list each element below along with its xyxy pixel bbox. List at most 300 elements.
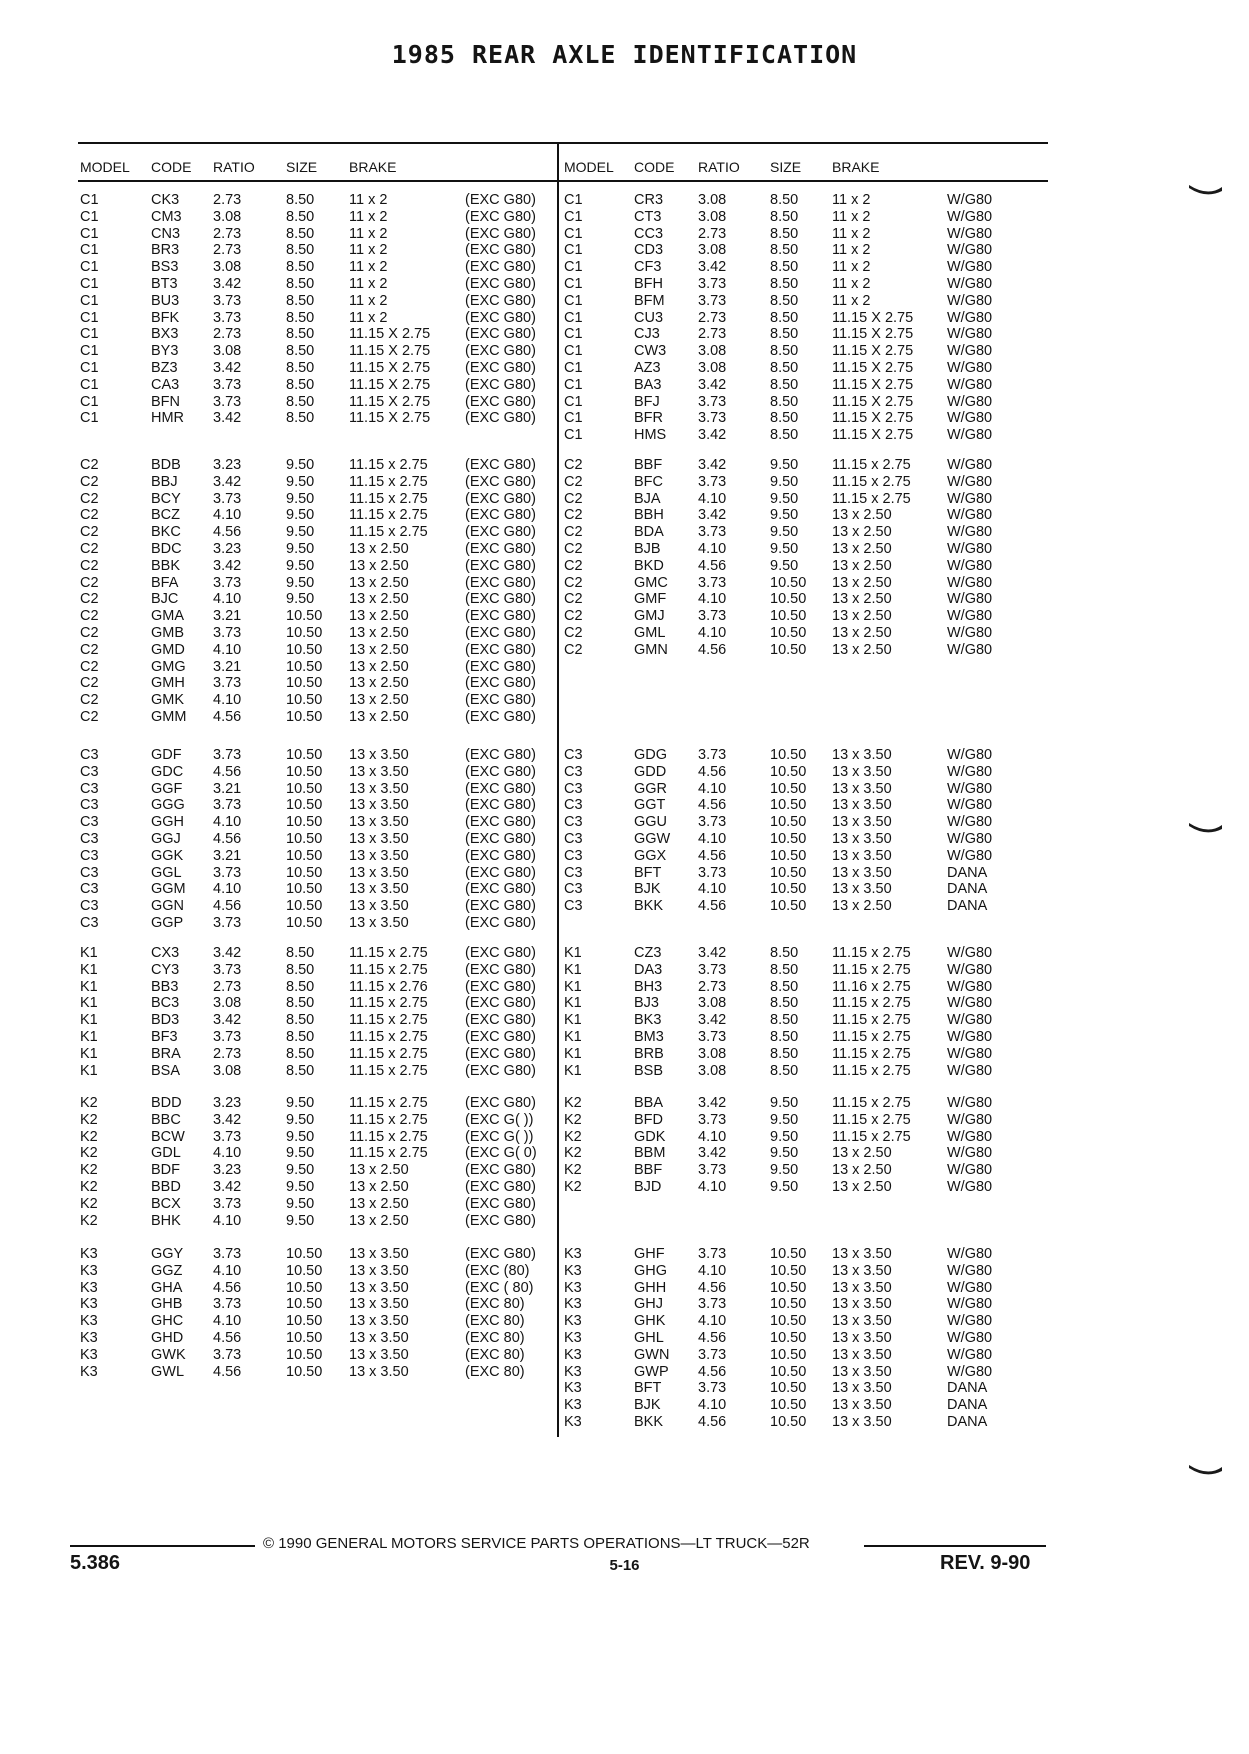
right-row-size: 10.50 — [770, 1296, 807, 1313]
left-row-model: K1 — [80, 1012, 98, 1029]
right-row-brake: 13 x 3.50 — [832, 1380, 892, 1397]
right-row-code: GHJ — [634, 1296, 663, 1313]
right-row-brake: 11.15 x 2.75 — [832, 457, 911, 473]
left-row-model: C2 — [80, 574, 99, 591]
left-row-brake-note: (EXC G80) — [465, 945, 536, 961]
right-row-code: GGR — [634, 780, 668, 797]
header-model-right: MODEL — [564, 159, 614, 175]
left-row-code: BD3 — [151, 1012, 180, 1029]
right-row-model: C3 — [564, 797, 583, 814]
right-row-model: C3 — [564, 847, 583, 864]
right-row-size: 10.50 — [770, 591, 807, 608]
right-row-code: GGT — [634, 797, 666, 814]
left-row-code: GWK — [151, 1346, 186, 1363]
right-row-code: DA3 — [634, 961, 663, 978]
right-row-code: CR3 — [634, 192, 664, 208]
left-row-model: K2 — [80, 1128, 98, 1145]
right-row-size: 8.50 — [770, 292, 799, 309]
right-row-model: C1 — [564, 343, 583, 360]
left-row-code: GWL — [151, 1363, 185, 1380]
left-row-code: BCX — [151, 1195, 181, 1212]
right-row-model: C2 — [564, 490, 583, 507]
left-row-brake: 13 x 3.50 — [349, 1330, 409, 1346]
left-row-ratio: 3.42 — [213, 1111, 242, 1128]
right-row-brake-note: W/G80 — [947, 427, 993, 444]
left-row-brake: 11.15 x 2.75 — [349, 1045, 428, 1062]
header-model-left: MODEL — [80, 159, 130, 175]
right-row-size: 10.50 — [770, 1414, 807, 1430]
left-row-model: K3 — [80, 1346, 98, 1363]
right-row-model: K3 — [564, 1380, 582, 1397]
left-row-ratio: 3.73 — [213, 309, 242, 326]
left-row-size: 8.50 — [286, 276, 315, 292]
right-row-model: C3 — [564, 780, 583, 797]
right-row-code: GDD — [634, 763, 667, 780]
left-row-brake: 11.15 x 2.75 — [349, 961, 428, 978]
left-row-code: BY3 — [151, 343, 179, 360]
left-row-brake: 11.15 x 2.75 — [349, 524, 428, 541]
right-row-brake-note: W/G80 — [947, 309, 993, 326]
left-row-ratio: 4.56 — [213, 898, 242, 915]
right-row-code: BJK — [634, 1397, 661, 1414]
left-row-model: C1 — [80, 360, 99, 376]
right-row-code: AZ3 — [634, 360, 661, 376]
right-row-code: BFC — [634, 473, 663, 490]
left-row-size: 10.50 — [286, 709, 323, 725]
right-row-size: 10.50 — [770, 847, 807, 864]
left-row-brake-note: (EXC 80) — [465, 1296, 525, 1313]
right-row-brake: 13 x 2.50 — [832, 898, 892, 915]
right-row-model: C3 — [564, 881, 583, 898]
right-row-size: 10.50 — [770, 1279, 807, 1296]
right-row-model: K1 — [564, 945, 582, 961]
left-row-ratio: 3.42 — [213, 473, 242, 490]
left-row-brake-note: (EXC G80) — [465, 1162, 536, 1179]
left-row-size: 8.50 — [286, 410, 315, 427]
right-row-code: HMS — [634, 427, 667, 444]
right-row-size: 9.50 — [770, 541, 799, 557]
right-row-brake: 13 x 2.50 — [832, 557, 892, 574]
right-row-ratio: 3.73 — [698, 1111, 727, 1128]
left-row-brake: 11.15 X 2.75 — [349, 360, 431, 376]
left-row-model: K1 — [80, 1045, 98, 1062]
left-row-ratio: 4.56 — [213, 763, 242, 780]
right-row-brake-note: W/G80 — [947, 1279, 993, 1296]
right-row-size: 9.50 — [770, 557, 799, 574]
right-row-code: BJD — [634, 1179, 662, 1195]
left-row-code: GGH — [151, 814, 185, 831]
left-row-brake: 13 x 3.50 — [349, 1262, 409, 1279]
right-row-brake: 13 x 3.50 — [832, 831, 892, 847]
left-row-model: K3 — [80, 1313, 98, 1330]
footer-rule-left — [70, 1545, 255, 1547]
left-row-size: 10.50 — [286, 1296, 323, 1313]
right-row-ratio: 4.56 — [698, 797, 727, 814]
right-row-model: C1 — [564, 259, 583, 276]
right-row-ratio: 4.56 — [698, 763, 727, 780]
left-row-brake: 13 x 3.50 — [349, 1246, 409, 1262]
right-row-model: C2 — [564, 574, 583, 591]
right-row-brake-note: W/G80 — [947, 541, 993, 557]
right-row-size: 10.50 — [770, 1262, 807, 1279]
right-row-code: BFD — [634, 1111, 663, 1128]
right-row-brake-note: W/G80 — [947, 1128, 993, 1145]
right-row-ratio: 3.73 — [698, 608, 727, 625]
left-row-brake: 13 x 2.50 — [349, 1195, 409, 1212]
left-row-model: K3 — [80, 1330, 98, 1346]
right-row-code: CW3 — [634, 343, 667, 360]
left-row-brake-note: (EXC G80) — [465, 490, 536, 507]
right-row-brake: 13 x 3.50 — [832, 1363, 892, 1380]
right-row-ratio: 4.56 — [698, 1330, 727, 1346]
right-row-size: 8.50 — [770, 309, 799, 326]
right-row-ratio: 3.73 — [698, 410, 727, 427]
right-row-model: K3 — [564, 1363, 582, 1380]
right-row-ratio: 4.10 — [698, 490, 727, 507]
right-row-model: K3 — [564, 1313, 582, 1330]
left-row-code: BR3 — [151, 242, 180, 259]
left-row-code: BBC — [151, 1111, 181, 1128]
right-row-model: K3 — [564, 1330, 582, 1346]
left-row-brake-note: (EXC G80) — [465, 557, 536, 574]
left-row-brake: 11.15 x 2.75 — [349, 995, 428, 1012]
left-row-size: 10.50 — [286, 675, 323, 692]
right-row-model: K3 — [564, 1414, 582, 1430]
left-row-code: BDC — [151, 541, 182, 557]
right-row-size: 8.50 — [770, 259, 799, 276]
footer-revision: REV. 9-90 — [940, 1552, 1031, 1574]
left-row-brake: 11.15 x 2.75 — [349, 507, 428, 524]
left-row-size: 8.50 — [286, 326, 315, 343]
right-row-brake: 11.15 X 2.75 — [832, 343, 914, 360]
right-row-brake: 13 x 3.50 — [832, 1313, 892, 1330]
right-row-ratio: 3.73 — [698, 292, 727, 309]
right-row-brake: 13 x 3.50 — [832, 1346, 892, 1363]
right-row-size: 8.50 — [770, 225, 799, 242]
left-row-brake: 11.15 x 2.75 — [349, 457, 428, 473]
right-row-brake-note: W/G80 — [947, 225, 993, 242]
left-row-size: 8.50 — [286, 978, 315, 995]
left-row-size: 10.50 — [286, 864, 323, 881]
left-row-brake-note: (EXC G80) — [465, 1212, 536, 1229]
left-row-code: GMG — [151, 658, 186, 675]
left-row-brake-note: (EXC G80) — [465, 692, 536, 709]
right-row-brake: 11.16 x 2.75 — [832, 978, 911, 995]
right-row-brake: 13 x 3.50 — [832, 881, 892, 898]
right-row-code: BBH — [634, 507, 664, 524]
left-row-brake: 11.15 x 2.75 — [349, 1145, 428, 1162]
left-row-brake: 11.15 x 2.76 — [349, 978, 428, 995]
left-row-size: 10.50 — [286, 1363, 323, 1380]
left-row-brake-note: (EXC G80) — [465, 457, 536, 473]
right-row-brake-note: W/G80 — [947, 1313, 993, 1330]
right-row-brake-note: W/G80 — [947, 978, 993, 995]
right-row-size: 8.50 — [770, 1029, 799, 1045]
left-row-size: 8.50 — [286, 192, 315, 208]
left-row-ratio: 3.42 — [213, 276, 242, 292]
right-row-code: GGW — [634, 831, 671, 847]
left-row-size: 9.50 — [286, 1162, 315, 1179]
left-row-model: K1 — [80, 961, 98, 978]
left-row-ratio: 4.56 — [213, 1363, 242, 1380]
left-row-model: K1 — [80, 945, 98, 961]
left-row-brake-note: (EXC 80) — [465, 1363, 525, 1380]
left-row-model: C2 — [80, 692, 99, 709]
left-row-code: CY3 — [151, 961, 180, 978]
left-row-model: K1 — [80, 1062, 98, 1079]
right-row-brake: 11 x 2 — [832, 225, 871, 242]
right-row-brake-note: DANA — [947, 898, 988, 915]
left-row-brake: 13 x 3.50 — [349, 831, 409, 847]
right-row-size: 8.50 — [770, 276, 799, 292]
right-row-model: K1 — [564, 961, 582, 978]
left-row-size: 9.50 — [286, 1111, 315, 1128]
right-row-size: 10.50 — [770, 814, 807, 831]
right-row-ratio: 4.10 — [698, 1397, 727, 1414]
left-row-ratio: 2.73 — [213, 326, 242, 343]
right-row-size: 8.50 — [770, 360, 799, 376]
left-row-brake-note: (EXC G( )) — [465, 1111, 534, 1128]
right-row-ratio: 3.42 — [698, 457, 727, 473]
right-row-code: GGX — [634, 847, 667, 864]
left-row-brake: 13 x 2.50 — [349, 1179, 409, 1195]
right-row-brake: 13 x 3.50 — [832, 1330, 892, 1346]
header-brake-right: BRAKE — [832, 159, 880, 175]
left-row-brake: 13 x 3.50 — [349, 747, 409, 763]
right-row-model: C3 — [564, 898, 583, 915]
right-row-brake-note: W/G80 — [947, 797, 993, 814]
right-row-brake-note: W/G80 — [947, 192, 993, 208]
left-row-brake-note: (EXC G80) — [465, 797, 536, 814]
right-row-brake: 13 x 2.50 — [832, 608, 892, 625]
right-row-ratio: 4.56 — [698, 557, 727, 574]
footer-rule-right — [864, 1545, 1046, 1547]
right-row-code: GHG — [634, 1262, 668, 1279]
left-row-brake: 13 x 3.50 — [349, 763, 409, 780]
right-row-ratio: 4.10 — [698, 1313, 727, 1330]
left-row-ratio: 3.73 — [213, 915, 242, 931]
right-row-size: 10.50 — [770, 1346, 807, 1363]
right-row-size: 9.50 — [770, 473, 799, 490]
right-row-model: C3 — [564, 814, 583, 831]
right-row-brake-note: W/G80 — [947, 945, 993, 961]
left-row-code: BB3 — [151, 978, 179, 995]
left-row-size: 8.50 — [286, 360, 315, 376]
right-row-code: CD3 — [634, 242, 664, 259]
right-row-ratio: 4.56 — [698, 1279, 727, 1296]
right-row-model: C2 — [564, 541, 583, 557]
right-row-brake: 13 x 3.50 — [832, 1414, 892, 1430]
left-row-ratio: 3.73 — [213, 675, 242, 692]
binder-hole-mark-bottom — [1188, 1463, 1224, 1477]
right-row-model: K1 — [564, 1029, 582, 1045]
right-row-size: 9.50 — [770, 1145, 799, 1162]
left-row-model: K2 — [80, 1179, 98, 1195]
left-row-brake: 13 x 3.50 — [349, 847, 409, 864]
right-row-brake-note: W/G80 — [947, 1179, 993, 1195]
right-row-brake-note: W/G80 — [947, 1111, 993, 1128]
left-row-code: BF3 — [151, 1029, 178, 1045]
left-row-code: BJC — [151, 591, 179, 608]
left-row-size: 8.50 — [286, 242, 315, 259]
left-row-brake-note: (EXC G80) — [465, 641, 536, 658]
left-row-brake-note: (EXC G80) — [465, 309, 536, 326]
left-row-size: 8.50 — [286, 376, 315, 393]
right-row-code: BFM — [634, 292, 665, 309]
left-row-code: BDD — [151, 1095, 182, 1111]
right-row-size: 8.50 — [770, 192, 799, 208]
right-row-ratio: 4.10 — [698, 1179, 727, 1195]
right-row-model: C1 — [564, 393, 583, 410]
header-size-right: SIZE — [770, 159, 802, 175]
left-row-model: K1 — [80, 978, 98, 995]
table-center-divider — [557, 144, 559, 1437]
left-row-brake: 13 x 2.50 — [349, 692, 409, 709]
right-row-brake-note: W/G80 — [947, 208, 993, 225]
left-row-brake-note: (EXC G80) — [465, 675, 536, 692]
left-row-model: C1 — [80, 326, 99, 343]
left-row-model: C1 — [80, 192, 99, 208]
left-row-size: 8.50 — [286, 343, 315, 360]
right-row-code: GDK — [634, 1128, 666, 1145]
left-row-brake-note: (EXC G80) — [465, 473, 536, 490]
right-row-size: 10.50 — [770, 1397, 807, 1414]
right-row-brake-note: W/G80 — [947, 360, 993, 376]
right-row-size: 8.50 — [770, 410, 799, 427]
right-row-ratio: 4.56 — [698, 1414, 727, 1430]
left-row-model: C2 — [80, 507, 99, 524]
right-row-size: 10.50 — [770, 747, 807, 763]
left-row-brake-note: (EXC (80) — [465, 1262, 530, 1279]
left-row-ratio: 3.21 — [213, 608, 242, 625]
right-row-brake: 11 x 2 — [832, 259, 871, 276]
left-row-brake: 13 x 3.50 — [349, 1296, 409, 1313]
left-row-brake: 13 x 2.50 — [349, 641, 409, 658]
right-row-code: BFT — [634, 864, 662, 881]
left-row-model: C1 — [80, 225, 99, 242]
left-row-brake-note: (EXC G( 0) — [465, 1145, 537, 1162]
left-row-model: C1 — [80, 309, 99, 326]
right-row-model: K2 — [564, 1179, 582, 1195]
right-row-brake: 13 x 3.50 — [832, 797, 892, 814]
left-row-model: K3 — [80, 1246, 98, 1262]
right-row-brake-note: DANA — [947, 1380, 988, 1397]
left-row-size: 10.50 — [286, 608, 323, 625]
left-row-size: 9.50 — [286, 507, 315, 524]
left-row-code: GGF — [151, 780, 183, 797]
left-row-size: 9.50 — [286, 1195, 315, 1212]
right-row-code: CZ3 — [634, 945, 662, 961]
left-row-size: 9.50 — [286, 490, 315, 507]
right-row-brake: 13 x 3.50 — [832, 1296, 892, 1313]
right-row-model: K2 — [564, 1095, 582, 1111]
right-row-size: 9.50 — [770, 1128, 799, 1145]
right-row-brake-note: W/G80 — [947, 1029, 993, 1045]
right-row-brake: 11.15 X 2.75 — [832, 376, 914, 393]
right-row-size: 8.50 — [770, 393, 799, 410]
left-row-ratio: 4.10 — [213, 641, 242, 658]
left-row-ratio: 3.73 — [213, 1246, 242, 1262]
right-row-model: C2 — [564, 524, 583, 541]
left-row-model: K1 — [80, 995, 98, 1012]
right-row-model: K2 — [564, 1145, 582, 1162]
right-row-code: BBA — [634, 1095, 664, 1111]
right-row-brake: 13 x 2.50 — [832, 1162, 892, 1179]
left-row-size: 10.50 — [286, 915, 323, 931]
right-row-brake-note: W/G80 — [947, 1162, 993, 1179]
left-row-brake-note: (EXC G80) — [465, 961, 536, 978]
right-row-brake: 13 x 2.50 — [832, 507, 892, 524]
right-row-ratio: 4.56 — [698, 898, 727, 915]
right-row-ratio: 3.73 — [698, 961, 727, 978]
left-row-code: CA3 — [151, 376, 180, 393]
right-row-brake-note: W/G80 — [947, 242, 993, 259]
left-row-brake: 13 x 2.50 — [349, 1162, 409, 1179]
header-ratio-right: RATIO — [698, 159, 740, 175]
left-row-model: C2 — [80, 473, 99, 490]
right-row-model: K1 — [564, 1062, 582, 1079]
right-row-brake: 13 x 3.50 — [832, 780, 892, 797]
right-row-ratio: 4.10 — [698, 1128, 727, 1145]
left-row-brake: 11 x 2 — [349, 259, 388, 276]
right-row-model: K3 — [564, 1279, 582, 1296]
right-row-ratio: 3.42 — [698, 507, 727, 524]
left-row-ratio: 3.42 — [213, 1012, 242, 1029]
right-row-brake: 11.15 x 2.75 — [832, 1095, 911, 1111]
left-row-model: K2 — [80, 1162, 98, 1179]
right-row-brake-note: W/G80 — [947, 814, 993, 831]
right-row-ratio: 4.10 — [698, 1262, 727, 1279]
left-row-model: C1 — [80, 410, 99, 427]
right-row-brake: 11 x 2 — [832, 242, 871, 259]
left-row-brake-note: (EXC G80) — [465, 276, 536, 292]
right-row-code: GHK — [634, 1313, 666, 1330]
right-row-brake: 13 x 2.50 — [832, 1145, 892, 1162]
left-row-brake: 13 x 3.50 — [349, 1346, 409, 1363]
right-row-brake: 11.15 x 2.75 — [832, 1045, 911, 1062]
left-row-code: BU3 — [151, 292, 180, 309]
left-row-ratio: 2.73 — [213, 192, 242, 208]
left-row-ratio: 3.73 — [213, 797, 242, 814]
right-row-model: C1 — [564, 309, 583, 326]
right-row-ratio: 4.56 — [698, 847, 727, 864]
right-row-code: BDA — [634, 524, 664, 541]
left-row-brake: 13 x 2.50 — [349, 541, 409, 557]
left-row-brake-note: (EXC G80) — [465, 192, 536, 208]
left-row-code: BBD — [151, 1179, 181, 1195]
left-row-ratio: 3.21 — [213, 658, 242, 675]
left-row-model: K3 — [80, 1296, 98, 1313]
right-row-brake-note: W/G80 — [947, 1045, 993, 1062]
right-row-brake-note: W/G80 — [947, 747, 993, 763]
left-row-code: GDF — [151, 747, 182, 763]
left-row-model: C2 — [80, 524, 99, 541]
left-row-model: K1 — [80, 1029, 98, 1045]
footer-page-ref: 5.386 — [70, 1552, 121, 1574]
left-row-ratio: 2.73 — [213, 225, 242, 242]
right-row-brake-note: W/G80 — [947, 557, 993, 574]
right-row-size: 9.50 — [770, 1095, 799, 1111]
right-row-model: K1 — [564, 1045, 582, 1062]
right-row-brake: 11.15 x 2.75 — [832, 1012, 911, 1029]
left-row-model: C3 — [80, 864, 99, 881]
left-row-brake: 11.15 x 2.75 — [349, 1095, 428, 1111]
left-row-size: 8.50 — [286, 393, 315, 410]
left-row-model: C2 — [80, 709, 99, 725]
footer-copyright: © 1990 GENERAL MOTORS SERVICE PARTS OPERATIONS—LT TRUCK—52R — [263, 1535, 810, 1552]
right-row-model: C1 — [564, 427, 583, 444]
right-row-brake: 13 x 2.50 — [832, 625, 892, 641]
